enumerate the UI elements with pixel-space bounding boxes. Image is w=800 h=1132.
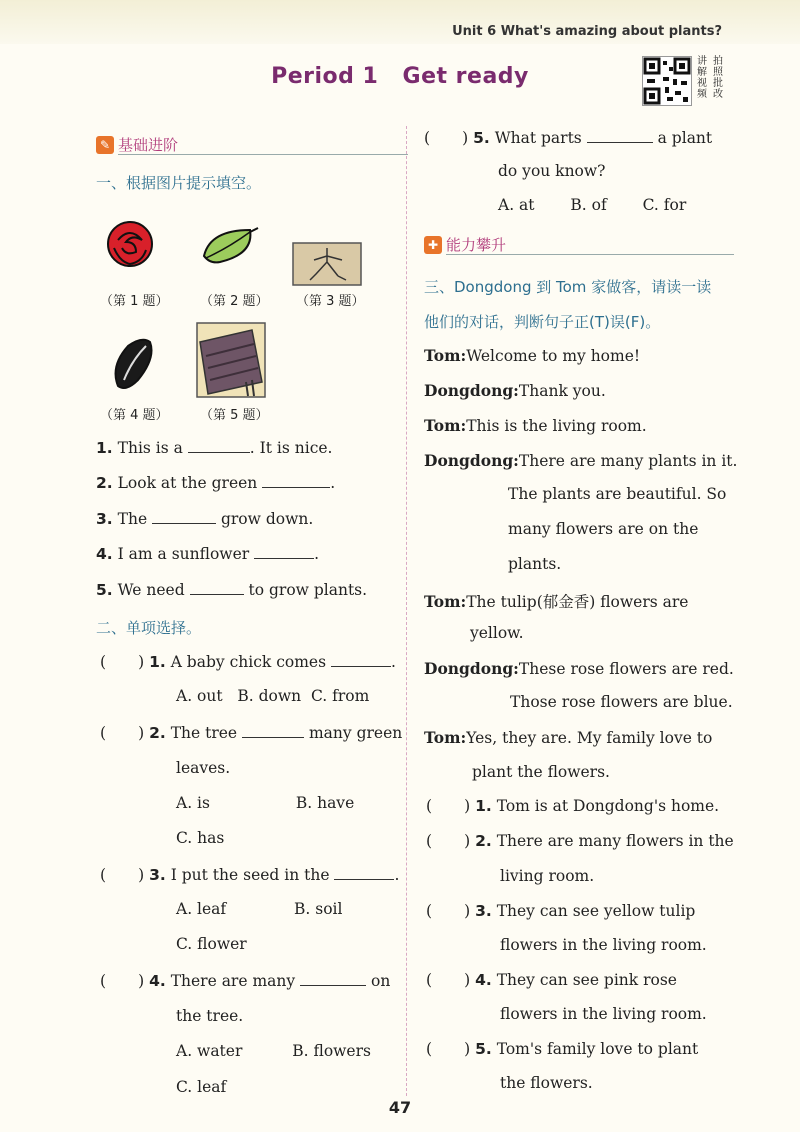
unit-header: Unit 6 What's amazing about plants? [452,24,722,39]
climb-icon: ✚ [424,236,442,254]
roots-in-soil-image [292,242,362,286]
dialogue-line: Dongdong:These rose flowers are red. [424,659,734,678]
choice-item: ( ) 1. A baby chick comes . [100,653,396,671]
choice-item: ( ) 3. I put the seed in the . [100,866,400,884]
answer-paren[interactable]: ( [100,724,107,742]
part2-title: 二、单项选择。 [96,619,202,637]
part3-title: 三、Dongdong 到 Tom 家做客，请读一读 [424,278,712,296]
tf-item: ( ) 3. They can see yellow tulip [426,902,696,920]
column-divider [406,126,407,1096]
dialogue-line: Tom:Welcome to my home! [424,346,641,365]
choice-item: ( ) 5. What parts a plant [424,129,713,147]
answer-blank[interactable] [190,580,244,595]
image-caption-5: （第 5 题） [200,408,269,423]
leaf-image [200,226,260,266]
dialogue-line: Tom:The tulip(郁金香) flowers are [424,592,689,611]
choice-options: A. leaf B. soil [176,900,343,918]
answer-paren[interactable]: ( [100,972,107,990]
part3-title-cont: 他们的对话，判断句子正(T)误(F)。 [424,313,661,331]
choice-options: A. out B. down C. from [176,687,370,705]
answer-paren[interactable]: ( [426,1040,433,1058]
choice-item: ( ) 2. The tree many green [100,724,403,742]
fill-item: 2. Look at the green . [96,474,336,492]
answer-paren[interactable]: ( [426,902,433,920]
pencil-icon: ✎ [96,136,114,154]
period-subtitle: Get ready [402,64,529,89]
section-heading-basic: ✎ 基础进阶 [96,134,178,155]
choice-options: A. at B. of C. for [498,196,687,214]
section-heading-advanced: ✚ 能力攀升 [424,234,506,255]
tf-item: ( ) 5. Tom's family love to plant [426,1040,699,1058]
answer-paren[interactable]: ( [426,971,433,989]
tf-item: ( ) 2. There are many flowers in the [426,832,734,850]
answer-paren[interactable]: ( [100,653,107,671]
fill-item: 1. This is a . It is nice. [96,439,333,457]
fill-item: 5. We need to grow plants. [96,581,368,599]
choice-options: A. is B. have [176,794,355,812]
choice-item: ( ) 4. There are many on [100,972,391,990]
tf-item: ( ) 4. They can see pink rose [426,971,677,989]
dialogue-line: Tom:This is the living room. [424,416,647,435]
dialogue-line: Dongdong:There are many plants in it. [424,451,738,470]
qr-caption: 讲 拍 解 照 视 批 频 改 [697,56,723,100]
image-caption-3: （第 3 题） [296,294,365,309]
qr-code-icon[interactable] [642,56,692,106]
answer-blank[interactable] [262,473,330,488]
image-caption-2: （第 2 题） [200,294,269,309]
image-caption-1: （第 1 题） [100,294,169,309]
answer-paren[interactable]: ( [426,797,433,815]
sunflower-seed-image [108,336,158,392]
page-number: 47 [388,1098,412,1117]
fill-item: 3. The grow down. [96,510,314,528]
answer-paren[interactable]: ( [426,832,433,850]
part1-title: 一、根据图片提示填空。 [96,174,262,192]
dialogue-line: Dongdong:Thank you. [424,381,606,400]
answer-blank[interactable] [188,438,250,453]
fill-item: 4. I am a sunflower . [96,545,320,563]
rose-flower-image [106,218,154,270]
tf-item: ( ) 1. Tom is at Dongdong's home. [426,797,720,815]
worksheet-page: Unit 6 What's amazing about plants? Period 1 Get ready 讲 拍 解 照 视 批 频 改 ✎ 基础进阶 一、根据图片提示填空。 （第 1 题） （第 2 题） （第 3 题） （第 4 题） （第 5 题） 1. This is a . It is nice. 2. Look at the green . 3. The grow down. 4. I am a sunflower . 5. We need to grow plants. 二、单项选择。 ( ) 1. A baby chick comes . A. out B. down C. from ( ) 2. The tree many green leaves. A. is B. have C. has ( ) 3. I put the seed in the . A. leaf B. soil C. flower ( ) 4. There are many on the tree. A. water B. flowers C. leaf ( ) 5. What parts a plant do you know? A. at B. of C. for ✚ 能力攀升 三、Dongdong 到 Tom 家做客，请读一读 他们的对话，判断句子正(T)误(F)。 Tom:Welcome to my home! Dongdong:Thank you. Tom:This is the living room. Dongdong:There are many plants in it. The plants are beautiful. So many flowers are on the plants. Tom:The tulip(郁金香) flowers are yellow. Dongdong:These rose flowers are red. Those rose flowers are blue. Tom:Yes, they are. My family love to plant the flowers. ( ) 1. Tom is at Dongdong's home. ( ) 2. There are many flowers in the living room. ( ) 3. They can see yellow tulip flowers in the living room. ( ) 4. They can see pink rose flowers in the living room. ( ) 5. Tom's family love to plant the flowers. 47 [0,0,800,1132]
answer-paren[interactable]: ( [100,866,107,884]
soil-image [196,322,266,398]
period-label: Period 1 [271,64,379,89]
dialogue-line: Tom:Yes, they are. My family love to [424,728,713,747]
answer-blank[interactable] [152,509,216,524]
image-caption-4: （第 4 题） [100,408,169,423]
choice-options: A. water B. flowers [176,1042,371,1060]
answer-blank[interactable] [254,544,314,559]
answer-paren[interactable]: ( [424,129,431,147]
